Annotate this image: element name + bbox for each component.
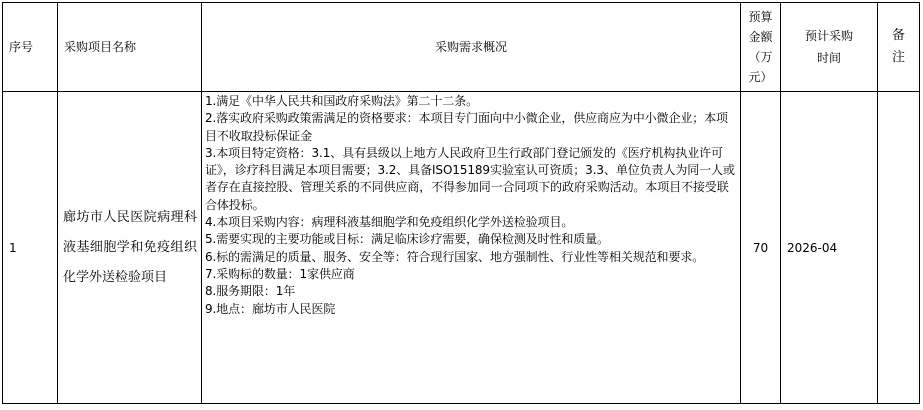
header-note-line: 注 bbox=[891, 50, 905, 65]
header-budget-line: 预算 bbox=[748, 10, 773, 24]
procurement-table bbox=[2, 2, 920, 404]
requirement-item: 4.本项目采购内容：病理科液基细胞学和免疫组织化学外送检验项目。 bbox=[205, 215, 574, 230]
header-row bbox=[3, 3, 920, 92]
requirement-item: 7.采购标的数量：1家供应商 bbox=[205, 266, 355, 281]
header-note bbox=[878, 3, 920, 92]
row-budget: 70 bbox=[741, 92, 781, 404]
requirement-item: 5.需要实现的主要功能或目标：满足临床诊疗需要，确保检测及时性和质量。 bbox=[205, 232, 609, 247]
header-time-line: 时间 bbox=[816, 51, 841, 65]
header-budget bbox=[741, 3, 781, 92]
row-requirements bbox=[202, 92, 741, 404]
requirement-item: 1.满足《中华人民共和国政府采购法》第二十二条。 bbox=[205, 94, 479, 108]
table-row bbox=[3, 92, 920, 404]
row-seq: 1 bbox=[3, 92, 58, 404]
row-time: 2026-04 bbox=[781, 92, 878, 404]
header-budget-line: 金额 bbox=[748, 30, 773, 44]
requirement-item: 8.服务期限：1年 bbox=[205, 284, 296, 299]
header-name: 采购项目名称 bbox=[58, 3, 202, 92]
header-budget-line: 元） bbox=[748, 70, 773, 84]
header-note-line: 备 bbox=[891, 28, 905, 43]
header-seq: 序号 bbox=[3, 3, 58, 92]
header-time bbox=[781, 3, 878, 92]
requirement-item: 9.地点：廊坊市人民医院 bbox=[205, 301, 336, 316]
row-name: 廊坊市人民医院病理科液基细胞学和免疫组织化学外送检验项目 bbox=[58, 92, 202, 404]
header-time-line: 预计采购 bbox=[804, 29, 853, 43]
header-budget-line: （万 bbox=[748, 50, 773, 64]
header-requirements: 采购需求概况 bbox=[202, 3, 741, 92]
requirement-item: 2.落实政府采购政策需满足的资格要求：本项目专门面向中小微企业，供应商应为中小微企业；本项目不收取投标保证金 bbox=[205, 111, 728, 143]
requirement-item: 6.标的需满足的质量、服务、安全等：符合现行国家、地方强制性、行业性等相关规范和要求。 bbox=[205, 249, 705, 264]
row-note bbox=[878, 92, 920, 404]
requirement-item: 3.本项目特定资格：3.1、具有县级以上地方人民政府卫生行政部门登记颁发的《医疗机构执业许可证》，诊疗科目满足本项目需要；3.2、具备ISO15189实验室认可资质；3.3、单位负责人为同一人或者存在直接控股、管理关系的不同供应商，不得参加同一合同项下的政府采购活动。本项目不接受联合体投标。 bbox=[205, 145, 735, 212]
